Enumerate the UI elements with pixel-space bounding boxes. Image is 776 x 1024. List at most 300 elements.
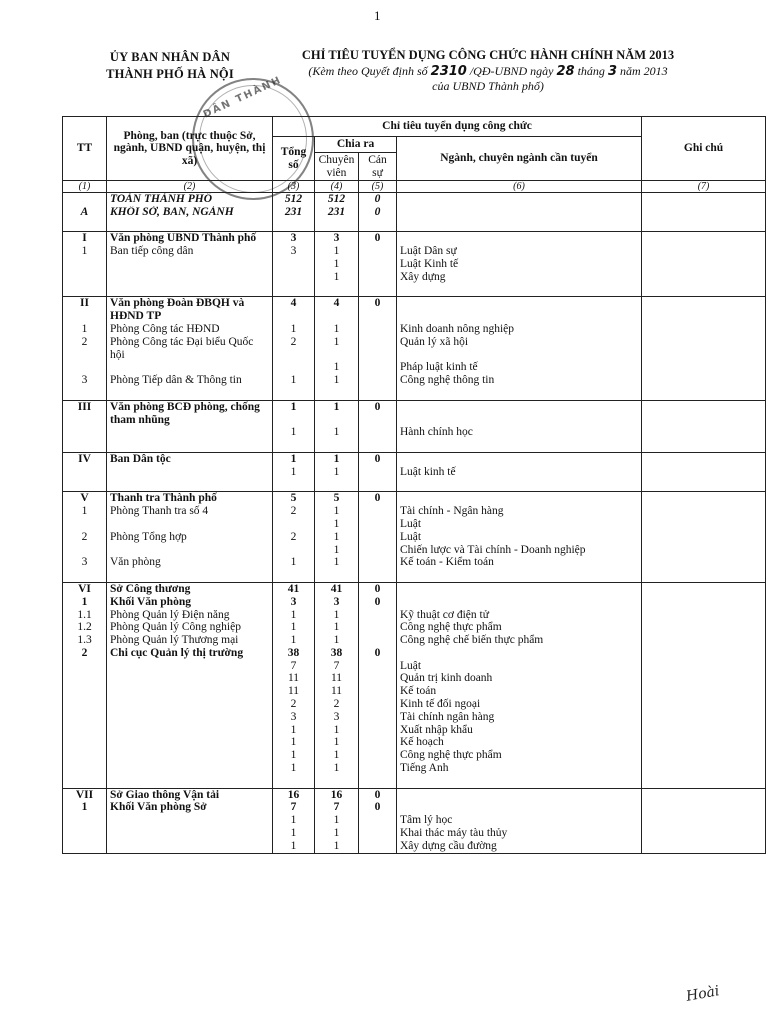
row-tt — [63, 840, 107, 853]
title-subtitle — [272, 64, 704, 80]
row-can-su — [359, 736, 397, 749]
row-tt: 2 — [63, 336, 107, 349]
row-total — [273, 387, 315, 400]
row-chuyen-vien: 2 — [315, 698, 359, 711]
row-total — [273, 349, 315, 362]
header-quota-group: Chỉ tiêu tuyển dụng công chức — [273, 117, 642, 137]
row-total: 1 — [273, 374, 315, 387]
row-total: 41 — [273, 582, 315, 595]
row-tt: 2 — [63, 647, 107, 660]
table-row — [63, 788, 766, 801]
table-row — [63, 698, 766, 711]
row-major: Xây dựng — [397, 271, 642, 284]
row-chuyen-vien — [315, 414, 359, 427]
row-total — [273, 544, 315, 557]
row-can-su — [359, 544, 397, 557]
row-unit-name: HĐND TP — [107, 310, 273, 323]
row-chuyen-vien: 16 — [315, 788, 359, 801]
row-major — [397, 297, 642, 310]
row-chuyen-vien: 1 — [315, 840, 359, 853]
row-unit-name — [107, 775, 273, 788]
row-major — [397, 775, 642, 788]
row-major — [397, 232, 642, 245]
row-major: Luật kinh tế — [397, 466, 642, 479]
row-chuyen-vien — [315, 387, 359, 400]
table-row — [63, 647, 766, 660]
row-chuyen-vien — [315, 479, 359, 492]
row-note — [642, 361, 766, 374]
col-number: (6) — [397, 181, 642, 193]
document-title — [272, 48, 704, 95]
row-tt — [63, 814, 107, 827]
row-total — [273, 361, 315, 374]
row-can-su — [359, 762, 397, 775]
row-unit-name — [107, 698, 273, 711]
row-unit-name — [107, 672, 273, 685]
row-tt — [63, 736, 107, 749]
row-unit-name: Phòng Quản lý Điện năng — [107, 609, 273, 622]
row-total: 1 — [273, 426, 315, 439]
row-chuyen-vien: 1 — [315, 466, 359, 479]
row-note — [642, 336, 766, 349]
row-can-su: 0 — [359, 400, 397, 413]
row-total: 1 — [273, 466, 315, 479]
row-can-su — [359, 466, 397, 479]
row-note — [642, 349, 766, 362]
row-major — [397, 400, 642, 413]
row-chuyen-vien: 231 — [315, 206, 359, 219]
row-chuyen-vien — [315, 349, 359, 362]
row-tt: 1 — [63, 323, 107, 336]
row-can-su — [359, 518, 397, 531]
row-tt: 3 — [63, 556, 107, 569]
row-total — [273, 439, 315, 452]
row-can-su — [359, 814, 397, 827]
row-chuyen-vien: 1 — [315, 323, 359, 336]
row-tt — [63, 219, 107, 232]
row-major — [397, 596, 642, 609]
row-total: 512 — [273, 193, 315, 206]
row-note — [642, 426, 766, 439]
table-row — [63, 621, 766, 634]
col-number: (7) — [642, 181, 766, 193]
row-unit-name: Chi cục Quản lý thị trường — [107, 647, 273, 660]
row-note — [642, 762, 766, 775]
row-tt: II — [63, 297, 107, 310]
row-can-su — [359, 711, 397, 724]
row-unit-name — [107, 271, 273, 284]
row-unit-name: Ban tiếp công dân — [107, 245, 273, 258]
row-tt — [63, 685, 107, 698]
col-number: (3) — [273, 181, 315, 193]
row-chuyen-vien: 1 — [315, 814, 359, 827]
table-row — [63, 310, 766, 323]
table-row — [63, 297, 766, 310]
row-note — [642, 647, 766, 660]
row-note — [642, 505, 766, 518]
row-tt — [63, 827, 107, 840]
table-row — [63, 609, 766, 622]
row-major — [397, 647, 642, 660]
row-tt: I — [63, 232, 107, 245]
header-unit: Phòng, ban (trực thuộc Sở, ngành, UBND quận, huyện, thị xã) — [107, 117, 273, 181]
row-unit-name — [107, 518, 273, 531]
row-major: Công nghệ chế biến thực phẩm — [397, 634, 642, 647]
row-unit-name — [107, 840, 273, 853]
row-total — [273, 414, 315, 427]
row-total: 2 — [273, 531, 315, 544]
row-major: Công nghệ thực phẩm — [397, 621, 642, 634]
row-chuyen-vien: 1 — [315, 827, 359, 840]
row-note — [642, 596, 766, 609]
row-unit-name: Văn phòng UBND Thành phố — [107, 232, 273, 245]
row-unit-name: Phòng Quản lý Công nghiệp — [107, 621, 273, 634]
table-row — [63, 518, 766, 531]
table-row — [63, 724, 766, 737]
header-chuyen-vien: Chuyên viên — [315, 153, 359, 181]
row-unit-name: Phòng Quản lý Thương mại — [107, 634, 273, 647]
table-row — [63, 840, 766, 853]
row-unit-name: Văn phòng Đoàn ĐBQH và — [107, 297, 273, 310]
table-row — [63, 711, 766, 724]
row-chuyen-vien: 1 — [315, 271, 359, 284]
row-tt: V — [63, 492, 107, 505]
row-note — [642, 323, 766, 336]
row-total — [273, 775, 315, 788]
row-chuyen-vien: 1 — [315, 452, 359, 465]
table-row — [63, 245, 766, 258]
row-note — [642, 544, 766, 557]
row-tt: VI — [63, 582, 107, 595]
row-major: Luật Kinh tế — [397, 258, 642, 271]
row-note — [642, 387, 766, 400]
row-note — [642, 518, 766, 531]
row-total: 4 — [273, 297, 315, 310]
row-note — [642, 749, 766, 762]
row-tt — [63, 749, 107, 762]
row-unit-name — [107, 439, 273, 452]
column-number-row — [63, 181, 766, 193]
header-major: Ngành, chuyên ngành cần tuyển — [397, 137, 642, 181]
row-unit-name: Phòng Công tác Đại biểu Quốc — [107, 336, 273, 349]
row-total: 1 — [273, 827, 315, 840]
table-row — [63, 400, 766, 413]
row-tt: 1.2 — [63, 621, 107, 634]
row-can-su — [359, 271, 397, 284]
table-row — [63, 479, 766, 492]
row-unit-name — [107, 258, 273, 271]
row-total: 2 — [273, 698, 315, 711]
row-major — [397, 193, 642, 206]
row-note — [642, 479, 766, 492]
row-note — [642, 258, 766, 271]
row-chuyen-vien: 3 — [315, 711, 359, 724]
row-total — [273, 518, 315, 531]
row-chuyen-vien: 3 — [315, 232, 359, 245]
row-note — [642, 245, 766, 258]
row-can-su — [359, 323, 397, 336]
row-tt — [63, 672, 107, 685]
row-unit-name — [107, 827, 273, 840]
row-total: 2 — [273, 505, 315, 518]
row-chuyen-vien: 1 — [315, 556, 359, 569]
row-tt: 1 — [63, 505, 107, 518]
row-can-su — [359, 569, 397, 582]
row-major: Pháp luật kinh tế — [397, 361, 642, 374]
row-major — [397, 569, 642, 582]
row-chuyen-vien: 11 — [315, 685, 359, 698]
row-unit-name — [107, 284, 273, 297]
row-major — [397, 479, 642, 492]
row-major — [397, 452, 642, 465]
page-number: 1 — [374, 8, 381, 23]
row-total: 3 — [273, 711, 315, 724]
subtitle-part: tháng — [574, 63, 608, 78]
row-unit-name — [107, 724, 273, 737]
row-total: 1 — [273, 621, 315, 634]
row-can-su — [359, 775, 397, 788]
row-total: 7 — [273, 801, 315, 814]
row-note — [642, 840, 766, 853]
table-row — [63, 672, 766, 685]
row-can-su — [359, 840, 397, 853]
row-note — [642, 685, 766, 698]
row-major: Kế hoạch — [397, 736, 642, 749]
row-can-su: 0 — [359, 596, 397, 609]
table-row — [63, 531, 766, 544]
row-major: Chiến lược và Tài chính - Doanh nghiệp — [397, 544, 642, 557]
row-can-su — [359, 258, 397, 271]
row-tt — [63, 569, 107, 582]
row-major: Xuất nhập khẩu — [397, 724, 642, 737]
row-note — [642, 609, 766, 622]
row-total — [273, 271, 315, 284]
row-total — [273, 479, 315, 492]
row-total: 38 — [273, 647, 315, 660]
row-can-su — [359, 219, 397, 232]
row-total: 1 — [273, 634, 315, 647]
decision-number: 2310 — [430, 63, 467, 79]
row-note — [642, 788, 766, 801]
row-total: 5 — [273, 492, 315, 505]
row-chuyen-vien — [315, 569, 359, 582]
row-can-su — [359, 479, 397, 492]
row-note — [642, 284, 766, 297]
row-tt: 1 — [63, 801, 107, 814]
row-chuyen-vien: 1 — [315, 505, 359, 518]
table-row — [63, 505, 766, 518]
row-tt — [63, 724, 107, 737]
row-major: Kế toán — [397, 685, 642, 698]
table-row — [63, 749, 766, 762]
table-row — [63, 762, 766, 775]
row-major: Quản lý xã hội — [397, 336, 642, 349]
row-unit-name — [107, 569, 273, 582]
table-row — [63, 466, 766, 479]
row-major: Quản trị kinh doanh — [397, 672, 642, 685]
row-tt — [63, 258, 107, 271]
header-note: Ghi chú — [642, 117, 766, 181]
table-row — [63, 492, 766, 505]
table-row — [63, 271, 766, 284]
table-row — [63, 258, 766, 271]
row-can-su — [359, 621, 397, 634]
row-unit-name — [107, 736, 273, 749]
row-total: 1 — [273, 452, 315, 465]
row-major: Tài chính ngân hàng — [397, 711, 642, 724]
table-row — [63, 206, 766, 219]
row-major: Luật — [397, 531, 642, 544]
row-chuyen-vien: 1 — [315, 361, 359, 374]
row-chuyen-vien — [315, 775, 359, 788]
row-chuyen-vien: 1 — [315, 400, 359, 413]
table-row — [63, 801, 766, 814]
table-row — [63, 827, 766, 840]
table-row — [63, 374, 766, 387]
row-can-su — [359, 698, 397, 711]
row-tt — [63, 775, 107, 788]
row-chuyen-vien: 11 — [315, 672, 359, 685]
row-total — [273, 310, 315, 323]
row-major — [397, 349, 642, 362]
row-unit-name: Ban Dân tộc — [107, 452, 273, 465]
row-major: Tài chính - Ngân hàng — [397, 505, 642, 518]
row-tt — [63, 762, 107, 775]
row-unit-name — [107, 426, 273, 439]
table-row — [63, 232, 766, 245]
row-unit-name: Văn phòng — [107, 556, 273, 569]
row-tt — [63, 698, 107, 711]
row-tt — [63, 479, 107, 492]
row-total: 1 — [273, 840, 315, 853]
row-chuyen-vien: 5 — [315, 492, 359, 505]
row-note — [642, 297, 766, 310]
row-major — [397, 219, 642, 232]
row-note — [642, 556, 766, 569]
row-major: Luật — [397, 518, 642, 531]
row-total: 1 — [273, 762, 315, 775]
row-can-su — [359, 556, 397, 569]
subtitle-part: /QĐ-UBND ngày — [466, 63, 557, 78]
row-can-su — [359, 245, 397, 258]
row-chuyen-vien: 1 — [315, 634, 359, 647]
row-tt: 1.1 — [63, 609, 107, 622]
row-can-su — [359, 827, 397, 840]
row-total: 1 — [273, 323, 315, 336]
row-can-su — [359, 749, 397, 762]
row-unit-name: Thanh tra Thành phố — [107, 492, 273, 505]
table-row — [63, 685, 766, 698]
row-note — [642, 452, 766, 465]
row-chuyen-vien: 4 — [315, 297, 359, 310]
row-major — [397, 582, 642, 595]
row-can-su: 0 — [359, 193, 397, 206]
row-note — [642, 582, 766, 595]
row-chuyen-vien: 512 — [315, 193, 359, 206]
row-tt — [63, 518, 107, 531]
row-can-su: 0 — [359, 206, 397, 219]
row-can-su: 0 — [359, 788, 397, 801]
row-chuyen-vien: 38 — [315, 647, 359, 660]
decision-day: 28 — [556, 63, 575, 79]
row-unit-name — [107, 660, 273, 673]
row-chuyen-vien — [315, 284, 359, 297]
table-row — [63, 323, 766, 336]
col-number: (1) — [63, 181, 107, 193]
table-row — [63, 219, 766, 232]
row-total: 7 — [273, 660, 315, 673]
row-total: 11 — [273, 685, 315, 698]
row-major — [397, 414, 642, 427]
row-tt — [63, 439, 107, 452]
row-note — [642, 698, 766, 711]
row-note — [642, 621, 766, 634]
row-note — [642, 374, 766, 387]
row-can-su — [359, 426, 397, 439]
seal-stamp-text: DÂN THÀNH — [201, 74, 284, 121]
row-chuyen-vien: 41 — [315, 582, 359, 595]
table-row — [63, 596, 766, 609]
row-can-su: 0 — [359, 452, 397, 465]
row-total — [273, 569, 315, 582]
row-chuyen-vien: 1 — [315, 621, 359, 634]
table-row — [63, 387, 766, 400]
row-major — [397, 801, 642, 814]
title-subtitle-line2: của UBND Thành phố) — [432, 79, 544, 93]
row-note — [642, 271, 766, 284]
col-number: (5) — [359, 181, 397, 193]
decision-month: 3 — [607, 63, 617, 79]
row-unit-name — [107, 387, 273, 400]
table-row — [63, 439, 766, 452]
row-tt — [63, 193, 107, 206]
row-chuyen-vien: 1 — [315, 724, 359, 737]
row-total — [273, 219, 315, 232]
table-row — [63, 349, 766, 362]
row-can-su — [359, 609, 397, 622]
row-total: 1 — [273, 749, 315, 762]
row-tt — [63, 660, 107, 673]
table-row — [63, 361, 766, 374]
row-major — [397, 788, 642, 801]
row-note — [642, 827, 766, 840]
title-main: CHỈ TIÊU TUYỂN DỤNG CÔNG CHỨC HÀNH CHÍNH NĂM 2013 — [301, 48, 675, 62]
row-chuyen-vien — [315, 310, 359, 323]
row-tt — [63, 544, 107, 557]
table-row — [63, 736, 766, 749]
table-row — [63, 426, 766, 439]
row-major: Công nghệ thông tin — [397, 374, 642, 387]
row-total: 3 — [273, 245, 315, 258]
row-total: 1 — [273, 556, 315, 569]
row-note — [642, 724, 766, 737]
row-note — [642, 814, 766, 827]
row-unit-name: Khối Văn phòng Sở — [107, 801, 273, 814]
row-can-su: 0 — [359, 297, 397, 310]
table-row — [63, 814, 766, 827]
row-unit-name: Sở Công thương — [107, 582, 273, 595]
table-row — [63, 414, 766, 427]
row-unit-name: Sở Giao thông Vận tải — [107, 788, 273, 801]
row-can-su — [359, 414, 397, 427]
row-note — [642, 660, 766, 673]
row-chuyen-vien: 1 — [315, 762, 359, 775]
row-note — [642, 400, 766, 413]
row-unit-name — [107, 749, 273, 762]
row-note — [642, 711, 766, 724]
row-chuyen-vien: 1 — [315, 336, 359, 349]
row-can-su — [359, 336, 397, 349]
